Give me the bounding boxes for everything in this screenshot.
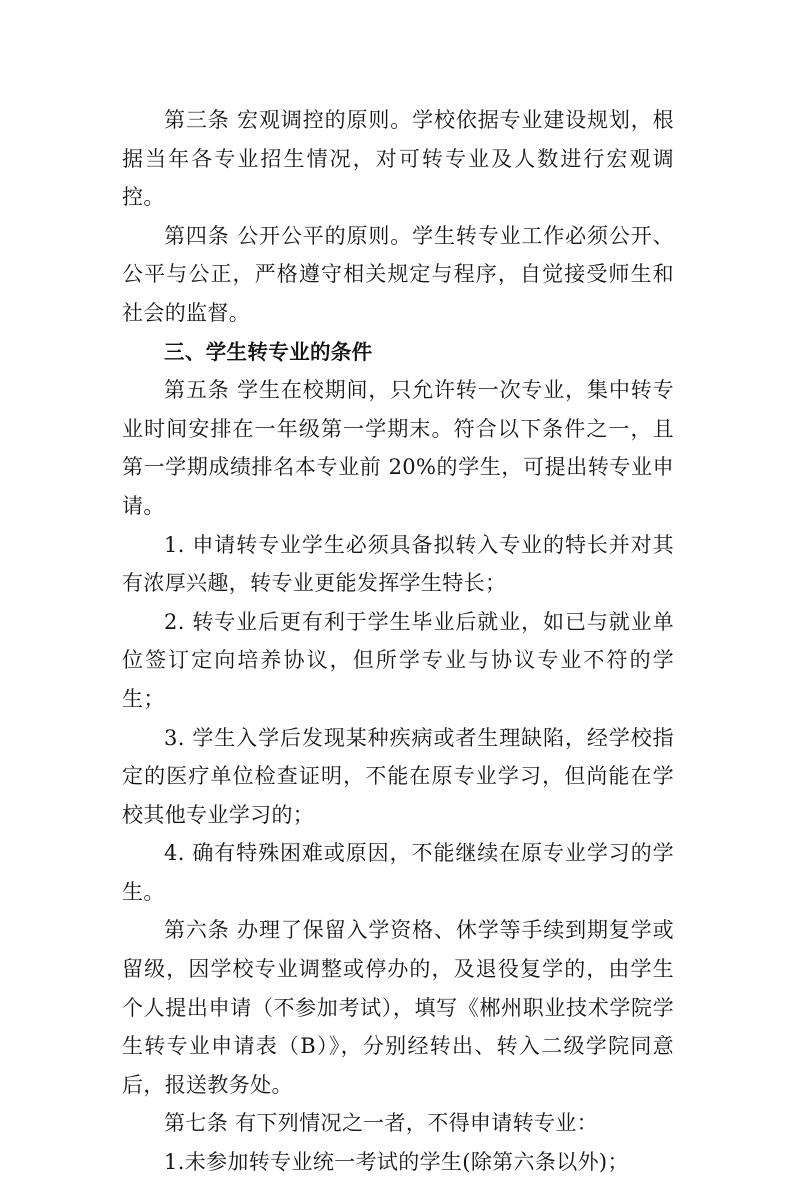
condition-2-item: 2. 转专业后更有利于学生毕业后就业，如已与就业单位签订定向培养协议，但所学专业与协议专业不符的学生； bbox=[122, 609, 674, 711]
restriction-1-item: 1.未参加转专业统一考试的学生(除第六条以外)； bbox=[164, 1150, 629, 1175]
article-5-paragraph: 第五条 学生在校期间，只允许转一次专业，集中转专业时间安排在一年级第一学期末。符合以下条件之一，且第一学期成绩排名本专业前 20%的学生，可提出转专业申请。 bbox=[122, 378, 674, 518]
article-7-paragraph: 第七条 有下列情况之一者，不得申请转专业： bbox=[164, 1111, 599, 1136]
condition-4-item: 4. 确有特殊困难或原因，不能继续在原专业学习的学生。 bbox=[122, 841, 674, 904]
section-3-heading: 三、学生转专业的条件 bbox=[164, 339, 373, 364]
condition-1-item: 1. 申请转专业学生必须具备拟转入专业的特长并对其有浓厚兴趣，转专业更能发挥学生特长； bbox=[122, 532, 674, 596]
document-body bbox=[122, 101, 674, 1182]
condition-3-item: 3. 学生入学后发现某种疾病或者生理缺陷，经学校指定的医疗单位检查证明，不能在原专业学习，但尚能在学校其他专业学习的； bbox=[122, 725, 674, 827]
article-4-paragraph: 第四条 公开公平的原则。学生转专业工作必须公开、公平与公正，严格遵守相关规定与程序，自觉接受师生和社会的监督。 bbox=[122, 223, 674, 325]
article-6-paragraph: 第六条 办理了保留入学资格、休学等手续到期复学或留级，因学校专业调整或停办的，及退役复学的，由学生个人提出申请（不参加考试），填写《郴州职业技术学院学生转专业申请表（B）》，分别经转出、转入二级学院同意后，报送教务处。 bbox=[122, 918, 674, 1097]
article-3-paragraph: 第三条 宏观调控的原则。学校依据专业建设规划，根据当年各专业招生情况，对可转专业及人数进行宏观调控。 bbox=[122, 108, 674, 210]
